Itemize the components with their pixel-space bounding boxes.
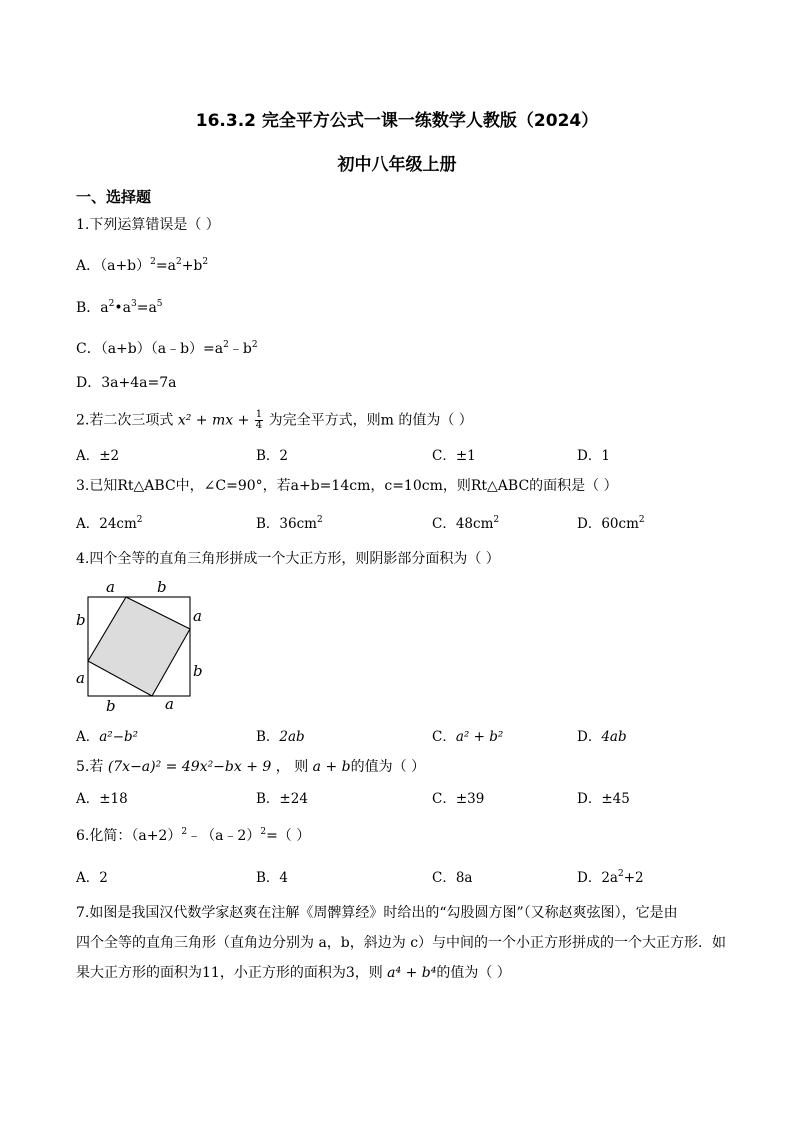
q5-stem: 5.若 (7x−a)² = 49x²−bx + 9 ， 则 a + b的值为（ ）: [76, 759, 426, 775]
q2-option-a: A．±2: [76, 448, 120, 464]
label-top-right: b: [157, 578, 167, 596]
q2-stem: 2.若二次三项式 x² + mx + $\frac{1}{4}$ 为完全平方式，则m 的值为（ ）: [76, 409, 473, 431]
label-left-bottom: a: [76, 669, 85, 687]
q3-option-d: D．$60cm^2$: [577, 515, 645, 532]
q5-option-d: D．±45: [577, 791, 630, 807]
q1-option-b: B．$a^2•a^3=a^5$: [76, 299, 163, 316]
q4-option-b: B．2ab: [256, 729, 305, 745]
q4-option-a: A．a²−b²: [76, 729, 139, 745]
label-right-bottom: b: [193, 662, 203, 680]
q2-option-b: B．2: [256, 448, 289, 464]
q5-expression: (7x−a)² = 49x²−bx + 9: [107, 759, 272, 775]
q1-option-a: A．$(a+b)^2=a^2+b^2$: [76, 257, 209, 274]
q6-option-d: D．$2a^2+2$: [577, 869, 644, 886]
q3-option-b: B．$36cm^2$: [256, 515, 323, 532]
page-title: 16.3.2 完全平方公式一课一练数学人教版（2024）: [195, 111, 599, 131]
label-bottom-left: b: [106, 697, 116, 713]
label-bottom-right: a: [165, 695, 174, 713]
shaded-square: [88, 597, 190, 696]
q6-option-a: A．2: [76, 870, 108, 886]
q3-option-a: A．$24cm^2$: [76, 515, 143, 532]
q2-option-c: C．±1: [432, 448, 476, 464]
label-right-top: a: [193, 607, 202, 625]
q6-option-b: B．4: [256, 870, 289, 886]
section-heading: 一、选择题: [76, 188, 152, 206]
q5-option-a: A．±18: [76, 791, 128, 807]
label-left-top: b: [76, 611, 86, 629]
q4-option-d: D．4ab: [577, 729, 627, 745]
q1-stem: 1.下列运算错误是（ ）: [76, 217, 220, 233]
q7-stem: 7.如图是我国汉代数学家赵爽在注解《周髀算经》时给出的“勾股圆方图”（又称赵爽弦图），它是由 四个全等的直角三角形（直角边分别为 a，b，斜边为 c）与中间的一个小正方形拼成的一个大正方形．如 果大正方形的面积为11，小正方形的面积为3，则 a⁴ + b⁴的值为（ ）: [76, 905, 727, 981]
q6-option-c: C．8a: [432, 870, 473, 886]
q4-stem: 4.四个全等的直角三角形拼成一个大正方形，则阴影部分面积为（ ）: [76, 551, 500, 567]
q6-stem: 6.化简：$(a+2)^2﹣(a﹣2)^2=$（ ）: [76, 827, 311, 844]
q5-option-b: B．±24: [256, 791, 308, 807]
q1-option-d: D．3a+4a=7a: [76, 375, 177, 391]
q3-stem: 3.已知Rt△ABC中，∠C=90°，若a+b=14cm，c=10cm，则Rt△ABC的面积是（ ）: [76, 478, 618, 494]
q4-figure: [74, 578, 214, 713]
q2-expression: x² + mx +: [177, 412, 254, 429]
page-subtitle: 初中八年级上册: [337, 155, 457, 175]
q1-option-c: C．$(a+b)(a﹣b)=a^2﹣b^2$: [76, 340, 258, 357]
q2-fraction: $\frac{1}{4}$: [255, 409, 263, 431]
label-top-left: a: [106, 578, 115, 596]
q5-option-c: C．±39: [432, 791, 485, 807]
q4-option-c: C．a² + b²: [432, 729, 504, 745]
q3-option-c: C．$48cm^2$: [432, 515, 500, 532]
q2-option-d: D．1: [577, 448, 610, 464]
